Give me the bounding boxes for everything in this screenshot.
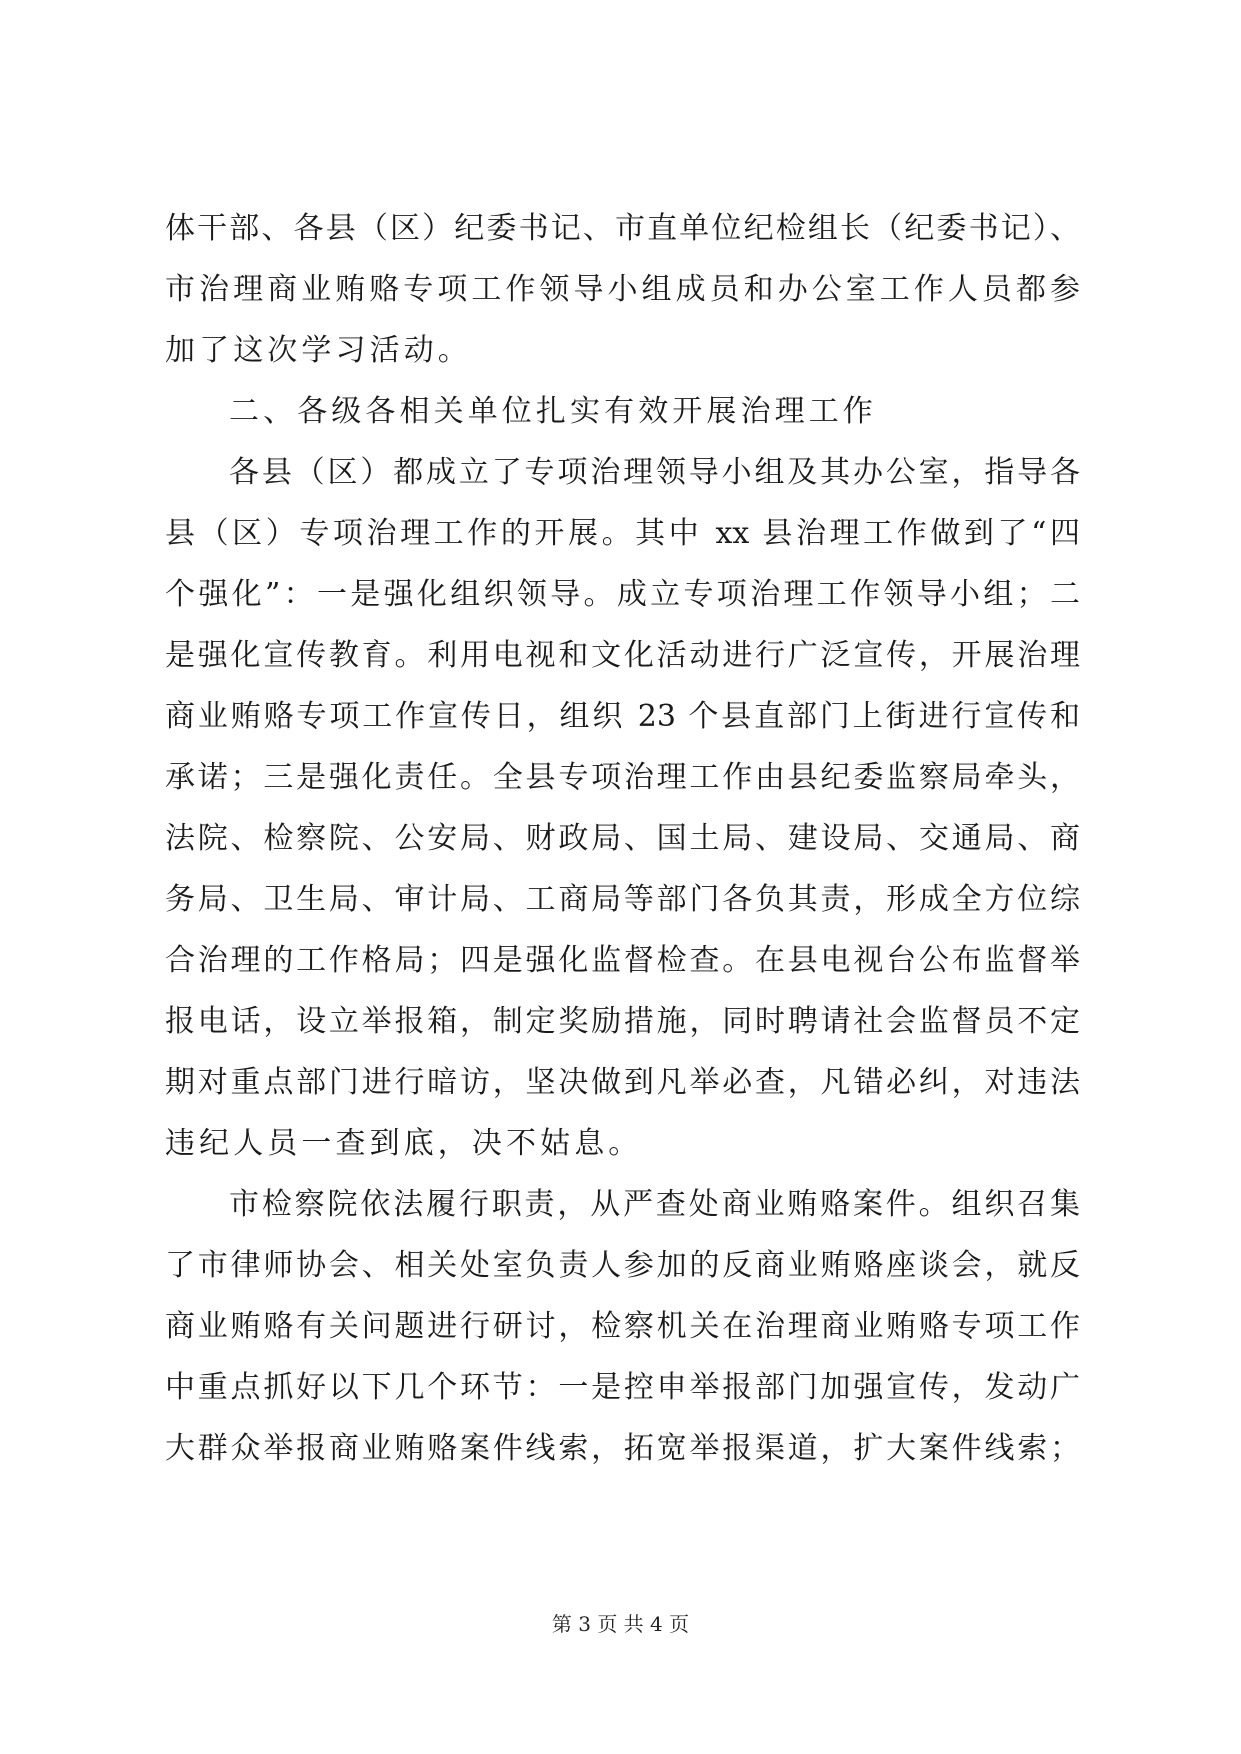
body-text (165, 198, 1080, 1479)
paragraph-line: 各县（区）都成立了专项治理领导小组及其办公室，指导各 (229, 455, 1080, 490)
paragraph-line: 承诺；三是强化责任。全县专项治理工作由县纪委监察局牵头， (165, 760, 1080, 795)
paragraph-line: 加了这次学习活动。 (165, 333, 472, 368)
paragraph-line: 务局、卫生局、审计局、工商局等部门各负其责，形成全方位综 (165, 882, 1080, 917)
paragraph-line: 个强化”：一是强化组织领导。成立专项治理工作领导小组；二 (165, 577, 1080, 612)
paragraph-line: 合治理的工作格局；四是强化监督检查。在县电视台公布监督举 (165, 943, 1080, 978)
section-heading: 二、各级各相关单位扎实有效开展治理工作 (229, 394, 877, 429)
paragraph-line: 县（区）专项治理工作的开展。其中 xx 县治理工作做到了“四 (165, 516, 1080, 551)
paragraph-line: 市检察院依法履行职责，从严查处商业贿赂案件。组织召集 (229, 1187, 1080, 1222)
paragraph-line: 是强化宣传教育。利用电视和文化活动进行广泛宣传，开展治理 (165, 638, 1080, 673)
paragraph-line: 期对重点部门进行暗访，坚决做到凡举必查，凡错必纠，对违法 (165, 1065, 1080, 1100)
paragraph-line: 市治理商业贿赂专项工作领导小组成员和办公室工作人员都参 (165, 272, 1080, 307)
page-number: 第 3 页 共 4 页 (551, 1612, 690, 1636)
paragraph-line: 商业贿赂有关问题进行研讨，检察机关在治理商业贿赂专项工作 (165, 1309, 1080, 1344)
paragraph-line: 中重点抓好以下几个环节：一是控申举报部门加强宣传，发动广 (165, 1370, 1080, 1405)
paragraph-line: 了市律师协会、相关处室负责人参加的反商业贿赂座谈会，就反 (165, 1248, 1080, 1283)
paragraph-line: 大群众举报商业贿赂案件线索，拓宽举报渠道，扩大案件线索； (165, 1431, 1080, 1466)
paragraph-line: 违纪人员一查到底，决不姑息。 (165, 1126, 643, 1161)
paragraph-line: 商业贿赂专项工作宣传日，组织 23 个县直部门上街进行宣传和 (165, 699, 1080, 734)
paragraph-line: 法院、检察院、公安局、财政局、国土局、建设局、交通局、商 (165, 821, 1080, 856)
paragraph-line: 体干部、各县（区）纪委书记、市直单位纪检组长（纪委书记）、 (165, 211, 1080, 246)
paragraph-line: 报电话，设立举报箱，制定奖励措施，同时聘请社会监督员不定 (165, 1004, 1080, 1039)
